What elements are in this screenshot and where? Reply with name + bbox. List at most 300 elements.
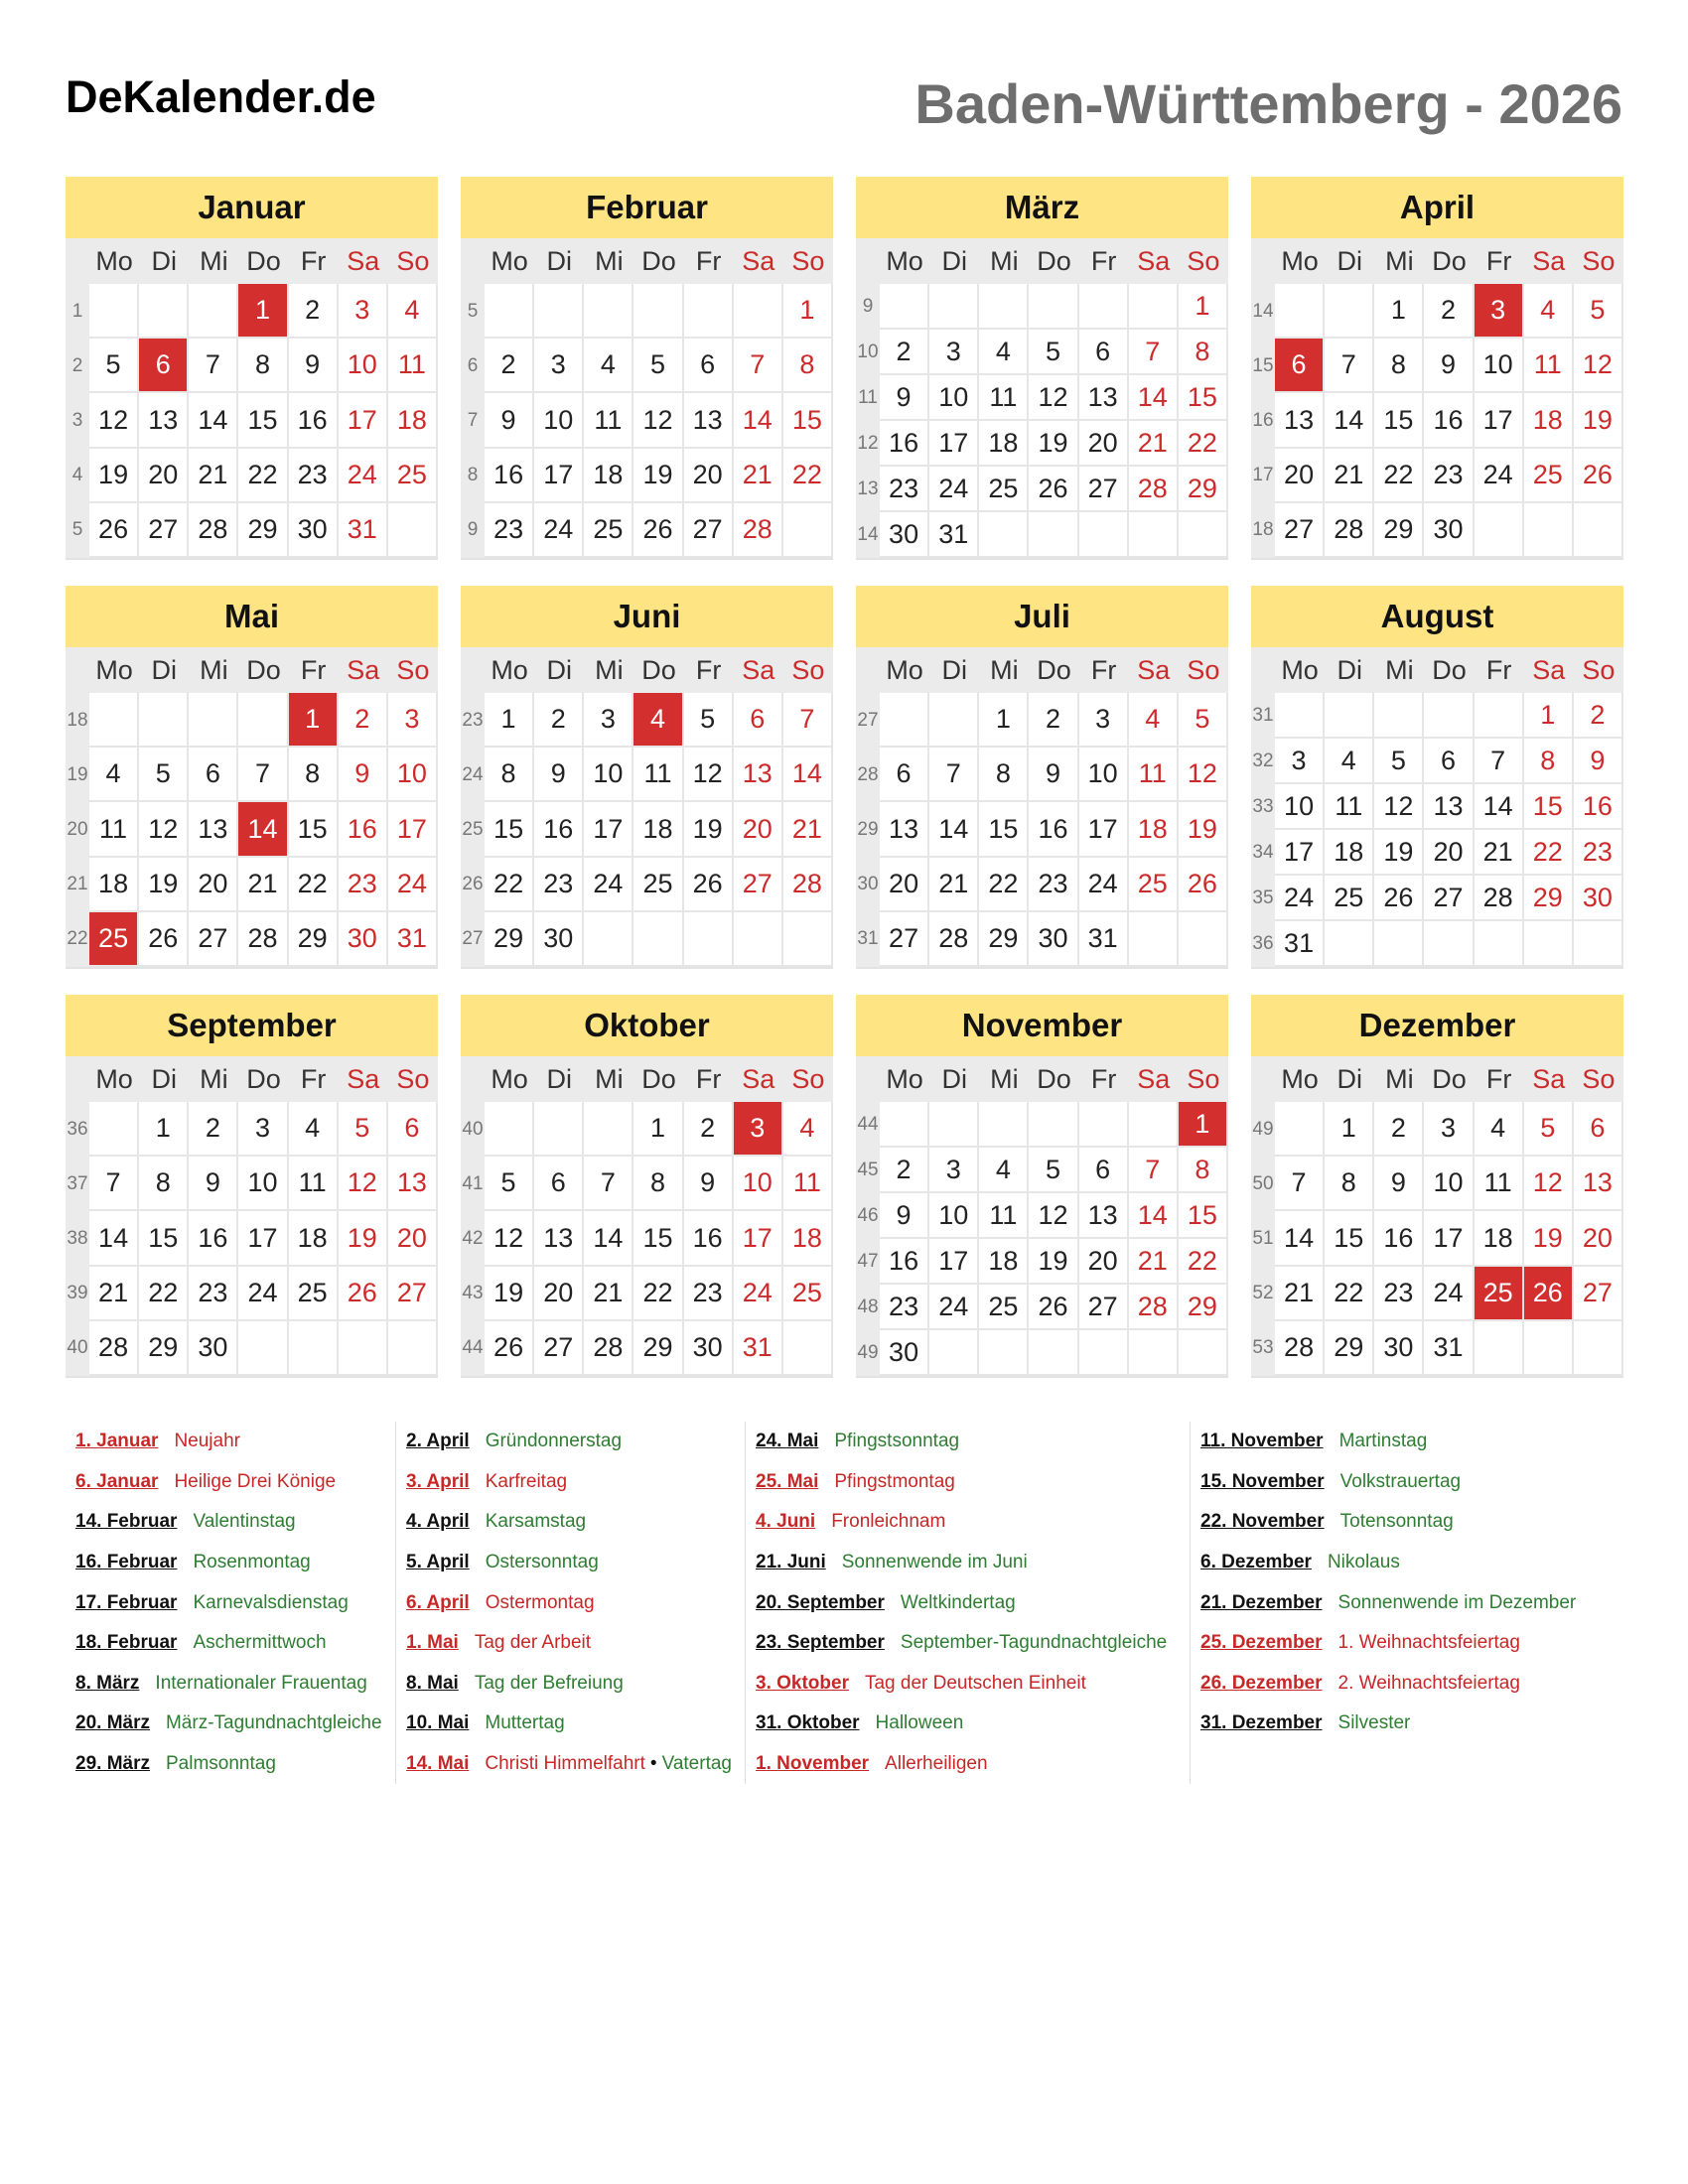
day-cell: 12	[485, 1211, 534, 1266]
empty-day-cell	[1129, 912, 1179, 967]
week-row	[66, 1102, 438, 1157]
weekday-label: Di	[1336, 1063, 1362, 1094]
week-row	[461, 1211, 833, 1266]
legend-date-link[interactable]: 10. Mai	[406, 1712, 470, 1734]
day-cell: 18	[1475, 1211, 1524, 1266]
legend-date-link[interactable]: 11. November	[1200, 1431, 1324, 1452]
day-cell: 18	[1129, 802, 1179, 857]
empty-day-cell	[1079, 1102, 1129, 1148]
weekday-label: Mi	[200, 654, 228, 685]
legend-date-link[interactable]: 25. Mai	[756, 1470, 819, 1492]
day-cell: 7	[584, 1157, 633, 1211]
day-cell: 11	[388, 339, 438, 393]
week-number: 18	[1251, 503, 1275, 558]
day-cell: 6	[1079, 1148, 1129, 1193]
day-cell: 28	[1129, 467, 1179, 512]
day-cell: 23	[1574, 830, 1623, 876]
legend-date-link[interactable]: 21. Dezember	[1200, 1591, 1323, 1613]
legend-item	[756, 1623, 1190, 1664]
day-cell: 17	[388, 802, 438, 857]
holiday-day-cell: 3	[734, 1102, 783, 1157]
empty-day-cell	[388, 1321, 438, 1376]
weeks-body	[66, 693, 438, 969]
month-title: März	[856, 177, 1228, 238]
legend-item	[75, 1623, 395, 1664]
day-cell: 23	[684, 1267, 734, 1321]
week-number: 49	[1251, 1102, 1275, 1157]
day-cell: 23	[1424, 449, 1474, 503]
legend-event-name: Neujahr	[174, 1431, 240, 1452]
week-row	[1251, 784, 1623, 830]
day-cell: 18	[289, 1211, 339, 1266]
empty-day-cell	[189, 693, 238, 748]
day-cell: 3	[929, 330, 979, 375]
day-cell: 2	[1574, 693, 1623, 739]
week-number: 27	[461, 912, 485, 967]
legend-date-link[interactable]: 20. September	[756, 1591, 885, 1613]
week-row	[461, 1157, 833, 1211]
day-cell: 14	[1129, 1193, 1179, 1239]
legend-item	[75, 1582, 395, 1623]
day-cell: 2	[485, 339, 534, 393]
legend-date-link[interactable]: 20. März	[75, 1712, 150, 1734]
legend-date-link[interactable]: 17. Februar	[75, 1591, 178, 1613]
legend-date-link[interactable]: 1. Mai	[406, 1632, 459, 1654]
weekday-label: Mo	[491, 1063, 528, 1094]
week-number: 44	[461, 1321, 485, 1376]
empty-day-cell	[880, 693, 929, 748]
weekday-label: Di	[151, 1063, 177, 1094]
legend-date-link[interactable]: 3. April	[406, 1470, 470, 1492]
weekday-label: Mi	[1385, 654, 1414, 685]
day-cell: 15	[633, 1211, 683, 1266]
empty-day-cell	[1424, 921, 1474, 967]
day-cell: 18	[979, 421, 1029, 467]
legend-date-link[interactable]: 8. März	[75, 1672, 140, 1694]
weekday-label: Do	[641, 654, 676, 685]
week-row	[461, 449, 833, 503]
day-cell: 23	[1029, 858, 1078, 912]
weekday-label: Sa	[742, 1063, 775, 1094]
day-cell: 20	[880, 858, 929, 912]
day-cell: 23	[485, 503, 534, 558]
week-number: 34	[1251, 830, 1275, 876]
week-row	[66, 693, 438, 748]
day-cell: 26	[1029, 467, 1078, 512]
weekday-label: Do	[1037, 245, 1071, 276]
weekday-label: Fr	[1485, 654, 1512, 685]
week-number: 1	[66, 284, 89, 339]
week-row	[66, 912, 438, 967]
legend-event-name: Vatertag	[661, 1753, 732, 1775]
holiday-day-cell: 1	[1179, 1102, 1228, 1148]
day-cell: 31	[1424, 1321, 1474, 1376]
week-number: 10	[856, 330, 880, 375]
day-cell: 13	[1079, 375, 1129, 421]
week-row	[856, 858, 1228, 912]
legend-date-link[interactable]: 5. April	[406, 1552, 470, 1573]
legend-date-link[interactable]: 31. Oktober	[756, 1712, 860, 1734]
legend-item	[1200, 1422, 1588, 1462]
legend-date-link[interactable]: 15. November	[1200, 1470, 1325, 1492]
week-number: 25	[461, 802, 485, 857]
weekday-label: Mo	[886, 654, 923, 685]
day-cell: 2	[1374, 1102, 1424, 1157]
weekday-label: Mo	[1281, 245, 1319, 276]
day-cell: 27	[534, 1321, 584, 1376]
day-cell: 25	[289, 1267, 339, 1321]
day-cell: 21	[89, 1267, 139, 1321]
legend-separator: •	[649, 1753, 657, 1775]
day-cell: 21	[783, 802, 833, 857]
week-row	[1251, 1267, 1623, 1321]
day-cell: 28	[1275, 1321, 1325, 1376]
week-row	[856, 1102, 1228, 1148]
weeks-body	[856, 693, 1228, 969]
empty-day-cell	[485, 284, 534, 339]
legend-date-link[interactable]: 29. März	[75, 1753, 150, 1775]
day-cell: 13	[189, 802, 238, 857]
weekday-label: Mo	[1281, 1063, 1319, 1094]
week-row	[1251, 876, 1623, 921]
day-cell: 5	[485, 1157, 534, 1211]
day-cell: 25	[979, 467, 1029, 512]
week-number: 24	[461, 748, 485, 802]
legend-date-link[interactable]: 26. Dezember	[1200, 1672, 1323, 1694]
day-cell: 4	[979, 330, 1029, 375]
day-cell: 14	[189, 393, 238, 448]
legend-date-link[interactable]: 1. Januar	[75, 1431, 159, 1452]
weekday-label: So	[1582, 654, 1616, 685]
day-cell: 17	[1475, 393, 1524, 448]
day-cell: 2	[339, 693, 388, 748]
empty-day-cell	[1275, 693, 1325, 739]
weeks-body	[856, 284, 1228, 560]
legend-event-name: Totensonntag	[1339, 1511, 1454, 1533]
day-cell: 20	[1079, 421, 1129, 467]
legend-item	[75, 1704, 395, 1744]
day-cell: 4	[89, 748, 139, 802]
weekday-label: Mo	[886, 1063, 923, 1094]
legend-item	[756, 1582, 1190, 1623]
day-cell: 1	[1325, 1102, 1374, 1157]
weekday-header	[1251, 238, 1623, 284]
day-cell: 9	[485, 393, 534, 448]
week-row	[461, 1321, 833, 1376]
day-cell: 20	[734, 802, 783, 857]
week-row	[66, 1321, 438, 1376]
day-cell: 9	[1029, 748, 1078, 802]
legend-date-link[interactable]: 4. April	[406, 1511, 470, 1533]
legend-date-link[interactable]: 22. November	[1200, 1511, 1325, 1533]
day-cell: 28	[89, 1321, 139, 1376]
legend-event-name: Karnevalsdienstag	[193, 1591, 349, 1613]
day-cell: 10	[584, 748, 633, 802]
weekday-label: Mo	[95, 654, 133, 685]
empty-day-cell	[388, 503, 438, 558]
legend-date-link[interactable]: 6. April	[406, 1591, 470, 1613]
week-number: 44	[856, 1102, 880, 1148]
day-cell: 22	[783, 449, 833, 503]
day-cell: 29	[633, 1321, 683, 1376]
day-cell: 4	[783, 1102, 833, 1157]
day-cell: 28	[734, 503, 783, 558]
day-cell: 31	[929, 512, 979, 558]
day-cell: 5	[633, 339, 683, 393]
empty-day-cell	[1029, 284, 1078, 330]
empty-day-cell	[1574, 1321, 1623, 1376]
day-cell: 11	[1475, 1157, 1524, 1211]
day-cell: 24	[584, 858, 633, 912]
week-number: 16	[1251, 393, 1275, 448]
week-number: 38	[66, 1211, 89, 1266]
weekday-label: Di	[941, 654, 967, 685]
day-cell: 12	[1374, 784, 1424, 830]
week-number: 40	[461, 1102, 485, 1157]
legend-item	[756, 1462, 1190, 1503]
day-cell: 8	[633, 1157, 683, 1211]
day-cell: 19	[1179, 802, 1228, 857]
empty-day-cell	[1275, 1102, 1325, 1157]
weekday-label: Fr	[300, 654, 327, 685]
legend-item	[406, 1623, 745, 1664]
day-cell: 14	[929, 802, 979, 857]
day-cell: 10	[1275, 784, 1325, 830]
day-cell: 12	[89, 393, 139, 448]
legend-column	[1191, 1422, 1588, 1784]
day-cell: 16	[880, 1239, 929, 1285]
week-number: 50	[1251, 1157, 1275, 1211]
day-cell: 8	[1325, 1157, 1374, 1211]
day-cell: 8	[1179, 1148, 1228, 1193]
weekday-label: So	[396, 654, 430, 685]
day-cell: 12	[339, 1157, 388, 1211]
empty-day-cell	[929, 1102, 979, 1148]
day-cell: 16	[684, 1211, 734, 1266]
legend-date-link[interactable]: 24. Mai	[756, 1431, 819, 1452]
legend-date-link[interactable]: 4. Juni	[756, 1511, 816, 1533]
weekday-label: Mi	[990, 245, 1019, 276]
legend-event-name: März-Tagundnachtgleiche	[165, 1712, 382, 1734]
weeks-body	[66, 284, 438, 560]
week-number: 43	[461, 1267, 485, 1321]
weekday-label: Di	[941, 245, 967, 276]
weekday-label: Fr	[1090, 245, 1117, 276]
day-cell: 26	[1574, 449, 1623, 503]
week-row	[1251, 393, 1623, 448]
week-row	[1251, 449, 1623, 503]
weekday-label: Do	[1432, 1063, 1467, 1094]
day-cell: 29	[1374, 503, 1424, 558]
weekday-label: So	[396, 245, 430, 276]
week-number: 31	[1251, 693, 1275, 739]
legend-item	[1200, 1664, 1588, 1705]
day-cell: 3	[1079, 693, 1129, 748]
empty-day-cell	[1475, 1321, 1524, 1376]
week-row	[856, 912, 1228, 967]
week-row	[461, 802, 833, 857]
weekday-label: Sa	[1137, 1063, 1171, 1094]
day-cell: 11	[289, 1157, 339, 1211]
legend-date-link[interactable]: 25. Dezember	[1200, 1632, 1323, 1654]
empty-day-cell	[1129, 284, 1179, 330]
day-cell: 21	[238, 858, 288, 912]
day-cell: 30	[1374, 1321, 1424, 1376]
day-cell: 6	[1079, 330, 1129, 375]
day-cell: 17	[1079, 802, 1129, 857]
month-title: Dezember	[1251, 995, 1623, 1056]
weekday-label: Do	[1432, 654, 1467, 685]
week-number: 23	[461, 693, 485, 748]
holiday-day-cell: 6	[1275, 339, 1325, 393]
legend-date-link[interactable]: 23. September	[756, 1632, 885, 1654]
weekday-label: So	[791, 654, 825, 685]
empty-day-cell	[1574, 503, 1623, 558]
day-cell: 9	[534, 748, 584, 802]
legend-item	[1200, 1462, 1588, 1503]
month-calendar	[1251, 995, 1623, 1378]
day-cell: 12	[1574, 339, 1623, 393]
day-cell: 15	[485, 802, 534, 857]
day-cell: 3	[339, 284, 388, 339]
day-cell: 12	[1029, 375, 1078, 421]
week-row	[66, 1211, 438, 1266]
day-cell: 12	[1524, 1157, 1574, 1211]
legend-date-link[interactable]: 14. Mai	[406, 1753, 470, 1775]
day-cell: 20	[1424, 830, 1474, 876]
day-cell: 5	[1574, 284, 1623, 339]
legend-date-link[interactable]: 6. Januar	[75, 1470, 159, 1492]
empty-day-cell	[139, 693, 189, 748]
holiday-day-cell: 6	[139, 339, 189, 393]
day-cell: 20	[189, 858, 238, 912]
month-title: Oktober	[461, 995, 833, 1056]
holiday-day-cell: 25	[89, 912, 139, 967]
holiday-day-cell: 1	[289, 693, 339, 748]
day-cell: 27	[1574, 1267, 1623, 1321]
day-cell: 3	[929, 1148, 979, 1193]
legend-item	[756, 1704, 1190, 1744]
weekday-label: Di	[546, 245, 572, 276]
legend-item	[75, 1502, 395, 1543]
week-row	[66, 339, 438, 393]
month-calendar	[461, 177, 833, 560]
legend-item	[75, 1462, 395, 1503]
legend-date-link[interactable]: 31. Dezember	[1200, 1712, 1323, 1734]
day-cell: 13	[139, 393, 189, 448]
day-cell: 23	[880, 467, 929, 512]
legend-event-name: Internationaler Frauentag	[155, 1672, 367, 1694]
legend-date-link[interactable]: 18. Februar	[75, 1632, 178, 1654]
legend-date-link[interactable]: 1. November	[756, 1753, 870, 1775]
page-title: Baden-Württemberg - 2026	[914, 72, 1622, 135]
day-cell: 6	[388, 1102, 438, 1157]
week-row	[461, 748, 833, 802]
day-cell: 31	[388, 912, 438, 967]
empty-day-cell	[1524, 1321, 1574, 1376]
week-row	[66, 748, 438, 802]
empty-day-cell	[584, 284, 633, 339]
weekday-label: So	[1582, 1063, 1616, 1094]
week-row	[856, 693, 1228, 748]
empty-day-cell	[1079, 1330, 1129, 1376]
day-cell: 21	[189, 449, 238, 503]
day-cell: 21	[1325, 449, 1374, 503]
empty-day-cell	[238, 1321, 288, 1376]
weekday-header	[66, 1056, 438, 1102]
day-cell: 1	[139, 1102, 189, 1157]
legend-item	[1200, 1704, 1588, 1744]
day-cell: 6	[189, 748, 238, 802]
weekday-label: So	[1187, 1063, 1220, 1094]
week-number: 48	[856, 1285, 880, 1330]
weekday-label: So	[396, 1063, 430, 1094]
day-cell: 31	[339, 503, 388, 558]
holiday-day-cell: 26	[1524, 1267, 1574, 1321]
day-cell: 3	[238, 1102, 288, 1157]
day-cell: 16	[339, 802, 388, 857]
empty-day-cell	[783, 1321, 833, 1376]
legend-date-link[interactable]: 8. Mai	[406, 1672, 459, 1694]
day-cell: 21	[1275, 1267, 1325, 1321]
day-cell: 20	[684, 449, 734, 503]
day-cell: 21	[584, 1267, 633, 1321]
week-number: 13	[856, 467, 880, 512]
day-cell: 9	[189, 1157, 238, 1211]
legend-date-link[interactable]: 16. Februar	[75, 1552, 178, 1573]
legend-item	[406, 1744, 745, 1785]
day-cell: 15	[139, 1211, 189, 1266]
weeks-body	[66, 1102, 438, 1378]
legend-date-link[interactable]: 21. Juni	[756, 1552, 826, 1573]
day-cell: 7	[1275, 1157, 1325, 1211]
legend-event-name: Aschermittwoch	[193, 1632, 327, 1654]
day-cell: 5	[1374, 739, 1424, 784]
day-cell: 15	[979, 802, 1029, 857]
day-cell: 6	[684, 339, 734, 393]
legend-date-link[interactable]: 6. Dezember	[1200, 1552, 1312, 1573]
day-cell: 24	[388, 858, 438, 912]
week-row	[66, 393, 438, 448]
day-cell: 11	[1129, 748, 1179, 802]
empty-day-cell	[89, 693, 139, 748]
week-number: 26	[461, 858, 485, 912]
week-row	[461, 284, 833, 339]
weekday-label: Di	[546, 1063, 572, 1094]
legend-date-link[interactable]: 3. Oktober	[756, 1672, 849, 1694]
day-cell: 26	[485, 1321, 534, 1376]
legend-event-name: Valentinstag	[193, 1511, 296, 1533]
day-cell: 10	[339, 339, 388, 393]
weeks-body	[461, 693, 833, 969]
day-cell: 7	[238, 748, 288, 802]
day-cell: 24	[929, 467, 979, 512]
day-cell: 2	[880, 330, 929, 375]
day-cell: 22	[1179, 421, 1228, 467]
week-number: 21	[66, 858, 89, 912]
legend-date-link[interactable]: 14. Februar	[75, 1511, 178, 1533]
site-logo[interactable]: DeKalender.de	[66, 71, 376, 122]
day-cell: 30	[1424, 503, 1474, 558]
weekday-label: Mo	[1281, 654, 1319, 685]
day-cell: 23	[289, 449, 339, 503]
day-cell: 29	[1179, 1285, 1228, 1330]
empty-day-cell	[684, 284, 734, 339]
week-row	[461, 858, 833, 912]
week-row	[856, 1148, 1228, 1193]
month-title: November	[856, 995, 1228, 1056]
legend-date-link[interactable]: 2. April	[406, 1431, 470, 1452]
